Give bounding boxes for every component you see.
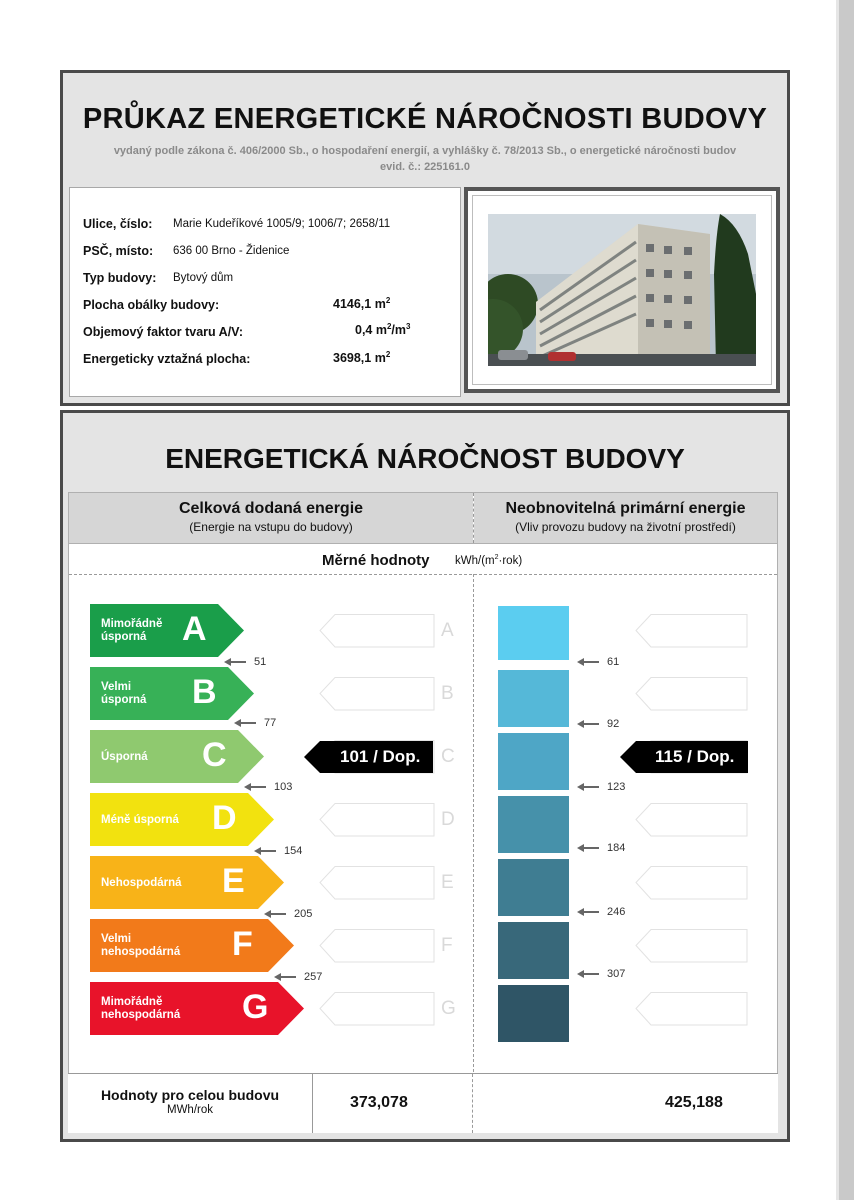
rating-placeholder-g [635, 992, 748, 1026]
energy-class-f [90, 919, 294, 972]
energy-class-g [90, 982, 304, 1035]
primary-energy-band-d [498, 796, 569, 853]
placeholder-letter-f: F [441, 935, 453, 956]
primary-boundary-123: 123 [577, 781, 625, 793]
energy-class-label: Velmi nehospodárná [101, 933, 181, 958]
reference-area-label: Energeticky vztažná plocha: [83, 352, 251, 366]
shape-factor-value: 0,4 $m^2/m^3$ [355, 322, 411, 338]
placeholder-letter-a: A [441, 620, 454, 641]
delivered-energy-rating-badge [320, 741, 433, 773]
building-info-box [69, 187, 461, 397]
energy-performance-title: ENERGETICKÁ NÁROČNOST BUDOVY [165, 443, 685, 474]
placeholder-letter-b: B [441, 683, 454, 704]
envelope-area-value: 4146,1 $m^2$ [333, 296, 391, 312]
rating-placeholder-g [319, 992, 435, 1026]
primary-energy-band-b [498, 670, 569, 727]
street-value: Marie Kudeříkové 1005/9; 1006/7; 2658/11 [173, 218, 391, 230]
delivered-boundary-205: 205 [264, 908, 312, 920]
whole-building-unit: MWh/rok [167, 1104, 213, 1116]
legal-basis-text: vydaný podle zákona č. 406/2000 Sb., o hospodaření energií, a vyhlášky č. 78/2013 Sb., o energetické náročnosti budov [113, 145, 737, 157]
delivered-boundary-51: 51 [224, 656, 266, 668]
delivered-energy-subtitle: (Energie na vstupu do budovy) [189, 520, 353, 534]
rating-placeholder-d [635, 803, 748, 837]
primary-energy-band-a [498, 606, 569, 660]
rating-placeholder-a [635, 614, 748, 648]
whole-building-label: Hodnoty pro celou budovu [100, 1087, 280, 1103]
scale-top-divider [69, 574, 777, 575]
primary-boundary-246: 246 [577, 906, 625, 918]
primary-energy-band-e [498, 859, 569, 916]
energy-class-b [90, 667, 254, 720]
placeholder-letter-e: E [441, 872, 454, 893]
delivered-energy-rating: 101 / Dop. [340, 747, 421, 766]
placeholder-letter-d: D [441, 809, 455, 830]
energy-class-letter: A [182, 610, 207, 648]
energy-class-label: Méně úsporná [101, 814, 179, 826]
placeholder-letter-g: G [441, 998, 456, 1019]
certificate-title: PRŮKAZ ENERGETICKÉ NÁROČNOSTI BUDOVY [82, 103, 768, 135]
specific-values-label: Měrné hodnoty [322, 552, 430, 569]
reference-area-value: 3698,1 $m^2$ [333, 350, 391, 366]
certificate-header-panel [60, 70, 790, 406]
rating-placeholder-d [319, 803, 435, 837]
envelope-area-label: Plocha obálky budovy: [83, 298, 220, 312]
evidence-number: evid. č.: 225161.0 [380, 161, 470, 173]
energy-class-e [90, 856, 284, 909]
placeholder-letter-c: C [441, 746, 455, 767]
building-type-label: Typ budovy: [83, 271, 157, 285]
building-photo [488, 214, 756, 366]
energy-class-letter: G [242, 988, 269, 1026]
certificate-subtitle [73, 143, 777, 175]
delivered-boundary-154: 154 [254, 845, 302, 857]
header-divider [473, 493, 474, 543]
energy-class-label: Mimořádně úsporná [101, 618, 163, 643]
energy-class-d [90, 793, 274, 846]
delivered-boundary-257: 257 [274, 971, 322, 983]
rating-placeholder-e [319, 866, 435, 900]
primary-boundary-184: 184 [577, 842, 625, 854]
rating-placeholder-e [635, 866, 748, 900]
primary-energy-header [474, 493, 777, 543]
whole-building-label-cell [68, 1074, 313, 1133]
rating-placeholder-f [635, 929, 748, 963]
primary-energy-band-g [498, 985, 569, 1042]
delivered-boundary-103: 103 [244, 781, 292, 793]
energy-class-letter: C [202, 736, 227, 774]
whole-building-values-row [68, 1073, 778, 1133]
energy-class-letter: F [232, 925, 253, 963]
primary-energy-total: 425,188 [665, 1094, 723, 1111]
rating-placeholder-f [319, 929, 435, 963]
rating-placeholder-b [319, 677, 435, 711]
primary-boundary-307: 307 [577, 968, 625, 980]
primary-energy-title: Neobnovitelná primární energie [505, 500, 746, 517]
primary-energy-rating-badge [636, 741, 748, 773]
energy-class-label: Mimořádně nehospodárná [101, 996, 181, 1021]
psc-label: PSČ, místo: [83, 244, 154, 258]
energy-class-a [90, 604, 244, 657]
energy-class-label: Nehospodárná [101, 877, 182, 889]
building-photo-frame [464, 187, 780, 393]
primary-energy-rating: 115 / Dop. [655, 747, 735, 766]
energy-class-label: Úsporná [101, 751, 148, 763]
rating-placeholder-b [635, 677, 748, 711]
energy-class-label: Velmi úsporná [101, 681, 147, 706]
scale-center-divider [473, 574, 474, 1072]
delivered-boundary-77: 77 [234, 717, 276, 729]
delivered-energy-total: 373,078 [350, 1094, 408, 1111]
primary-energy-band-f [498, 922, 569, 979]
specific-values-unit: kWh/$(m^2\cdot rok)$ [455, 554, 523, 567]
primary-boundary-92: 92 [577, 718, 619, 730]
primary-energy-band-c [498, 733, 569, 790]
psc-value: 636 00 Brno - Židenice [173, 245, 290, 257]
primary-energy-subtitle: (Vliv provozu budovy na životní prostředí) [515, 520, 736, 534]
energy-class-letter: E [222, 862, 245, 900]
energy-class-letter: B [192, 673, 217, 711]
building-type-value: Bytový dům [173, 272, 234, 284]
delivered-energy-header [69, 493, 473, 543]
shape-factor-label: Objemový faktor tvaru A/V: [83, 325, 243, 339]
energy-class-letter: D [212, 799, 237, 837]
energy-class-c [90, 730, 264, 783]
street-label: Ulice, číslo: [83, 217, 153, 231]
primary-boundary-61: 61 [577, 656, 619, 668]
right-edge-highlight [836, 0, 839, 1200]
delivered-energy-title: Celková dodaná energie [178, 500, 364, 517]
rating-placeholder-a [319, 614, 435, 648]
